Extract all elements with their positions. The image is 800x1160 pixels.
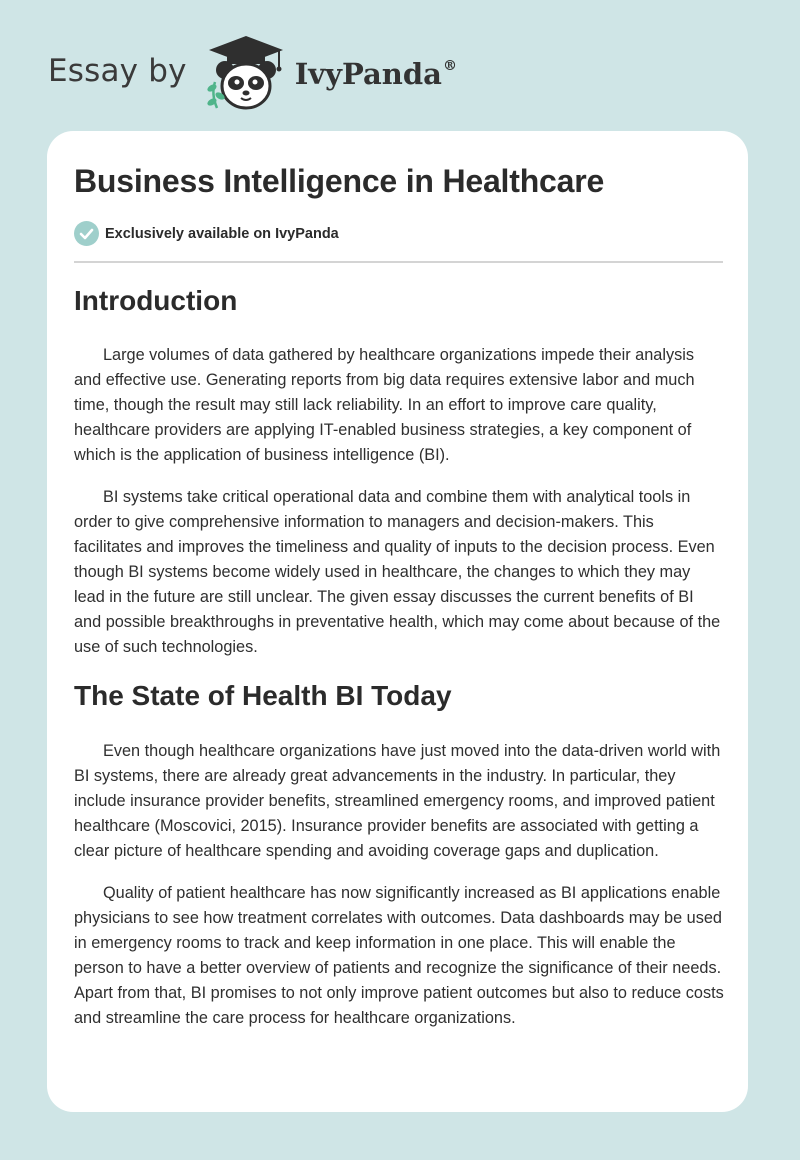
essay-body — [74, 281, 724, 1031]
page-title: Business Intelligence in Healthcare — [74, 163, 605, 199]
site-header — [48, 34, 457, 114]
registered-mark: ® — [442, 58, 457, 74]
paragraph: Quality of patient healthcare has now significantly increased as BI applications enable physicians to see how treatment correlates with outcomes. Data dashboards may be used in emergency rooms to track and keep information in one place. This will enable the person to have a better overview of patients and recognize the significance of their needs. Apart from that, BI promises to not only improve patient outcomes but also to reduce costs and streamline the care process for healthcare organizations. — [74, 884, 724, 1027]
exclusive-text: Exclusively available on IvyPanda — [105, 225, 339, 242]
essay-card — [47, 131, 748, 1112]
paragraph: Even though healthcare organizations have just moved into the data-driven world with BI systems, there are already great advancements in the industry. In particular, they include insurance provider benefits, streamlined emergency rooms, and improved patient healthcare (Moscovici, 2015). Insurance provider benefits are associated with getting a clear picture of healthcare spending and avoiding coverage gaps and duplication. — [74, 742, 721, 860]
paragraph: BI systems take critical operational data and combine them with analytical tools in order to give comprehensive information to managers and decision-makers. This facilitates and improves the timeliness and quality of inputs to the decision process. Even though BI systems become widely used in healthcare, the changes to which they may lead in the future are still unclear. The given essay discusses the current benefits of BI and possible breakthroughs in preventative health, which may come about because of the use of such technologies. — [74, 488, 721, 656]
essay-by-label: Essay by — [48, 53, 187, 89]
section-heading-state-of-health-bi: The State of Health BI Today — [74, 680, 452, 711]
exclusive-badge — [74, 221, 339, 246]
paragraph: Large volumes of data gathered by healthcare organizations impede their analysis and effective use. Generating reports from big data requires extensive labor and much time, though the result may still lack reliability. In an effort to improve care quality, healthcare providers are applying IT-enabled business strategies, a key component of which is the application of business intelligence (BI). — [74, 346, 695, 464]
brand-name[interactable]: IvyPanda® — [294, 57, 457, 91]
check-circle-icon — [74, 221, 99, 246]
section-heading-introduction: Introduction — [74, 285, 238, 316]
panda-logo-icon[interactable] — [201, 34, 291, 114]
divider — [74, 261, 723, 263]
